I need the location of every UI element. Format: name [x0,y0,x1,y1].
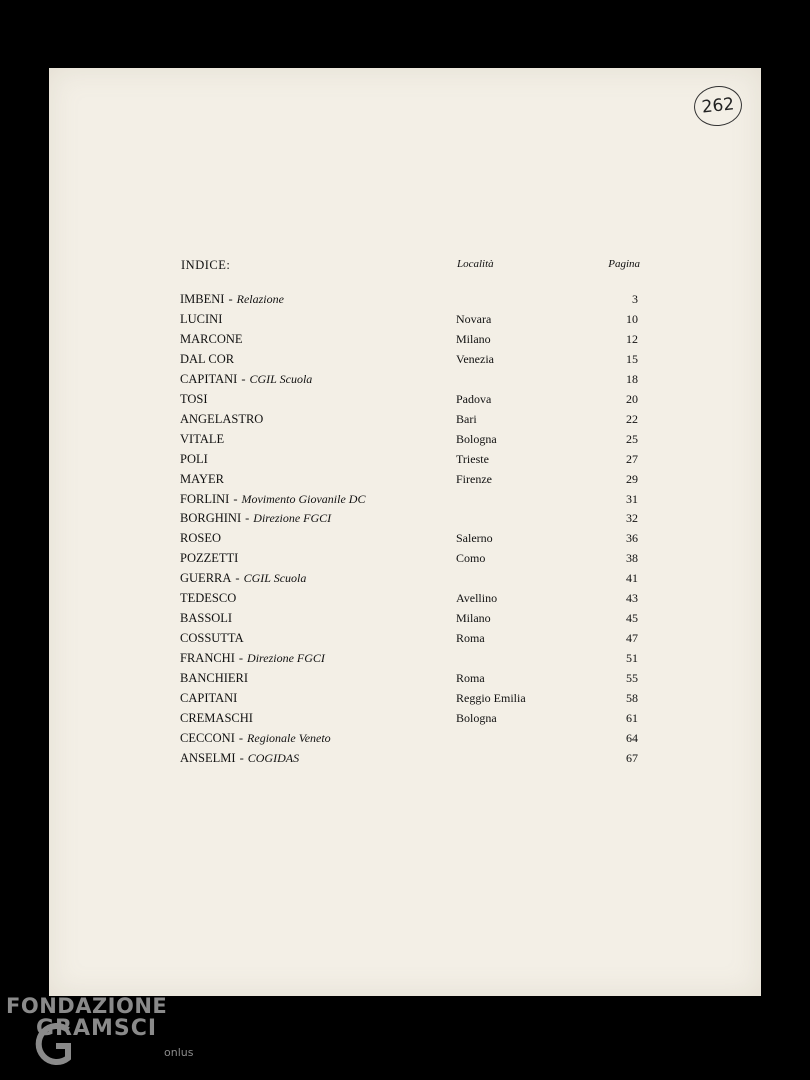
speaker-name: CECCONI [180,730,235,745]
speaker-name: BASSOLI [180,611,233,626]
speaker-affiliation: Regionale Veneto [247,730,331,745]
index-entry [0,691,810,709]
speaker-affiliation: Movimento Giovanile DC [241,491,366,506]
entry-name [180,511,331,526]
speaker-name: FORLINI [180,491,230,506]
index-entry [0,312,810,330]
index-entry [0,492,810,510]
index-entry [0,452,810,470]
entry-separator: - [241,371,246,386]
entry-name [180,631,244,646]
index-entry [0,432,810,450]
index-entry [0,412,810,430]
speaker-name: FRANCHI [180,651,235,666]
index-entry [0,731,810,749]
speaker-name: POZZETTI [180,551,239,566]
entry-page-number: 31 [626,491,638,506]
entry-page-number: 22 [626,411,638,426]
index-entry [0,511,810,529]
entry-page-number: 10 [626,311,638,326]
index-entry [0,711,810,729]
entry-page-number: 38 [626,551,638,566]
entry-page-number: 41 [626,571,638,586]
entry-name [180,651,325,666]
entry-separator: - [239,750,244,765]
speaker-name: COSSUTTA [180,631,244,646]
speaker-name: MAYER [180,471,224,486]
speaker-name: BANCHIERI [180,671,249,686]
index-entry [0,392,810,410]
logo-line-2: GRAMSCI [36,1016,158,1041]
entry-separator: - [238,651,244,666]
speaker-affiliation: Relazione [236,292,284,306]
entry-name [180,312,222,327]
index-entry [0,372,810,390]
entry-location: Roma [456,631,485,646]
speaker-name: CAPITANI [180,371,238,386]
fondazione-gramsci-logo [6,990,206,1075]
entry-page-number: 58 [626,691,638,705]
entry-name [180,332,243,347]
entry-location: Novara [456,311,492,326]
entry-page-number: 32 [626,511,638,526]
speaker-name: DAL COR [180,351,235,366]
speaker-name: ANGELASTRO [180,411,264,426]
index-entry [0,631,810,649]
entry-location: Roma [456,671,485,686]
index-entry [0,651,810,669]
index-entry [0,591,810,609]
entry-name [180,711,253,726]
index-entry [0,611,810,629]
entry-page-number: 47 [626,631,638,646]
entry-location: Reggio Emilia [456,691,526,705]
speaker-name: GUERRA [180,571,232,586]
entry-page-number: 29 [626,471,638,486]
logo-line-1: FONDAZIONE [6,994,168,1018]
speaker-name: LUCINI [180,311,223,326]
index-entry [0,751,810,769]
location-column-header: Località [457,258,494,270]
index-heading: INDICE: [181,258,231,272]
entry-name [180,531,221,546]
logo-line-3: onlus [164,1046,194,1059]
speaker-affiliation: Direzione FGCI [253,511,332,526]
index-entry [0,352,810,370]
entry-page-number: 43 [626,591,638,606]
entry-name [180,412,263,427]
entry-page-number: 36 [626,531,638,546]
entry-location: Firenze [456,471,492,486]
index-entry [0,531,810,549]
entry-location: Bologna [456,431,497,446]
entry-name [180,751,299,766]
index-entry [0,332,810,350]
entry-location: Milano [456,331,491,346]
page-column-header: Pagina [608,258,640,270]
entry-separator: - [245,511,250,526]
speaker-name: CAPITANI [180,691,238,705]
entry-location: Avellino [456,591,498,606]
entry-page-number: 20 [626,391,638,406]
speaker-name: CREMASCHI [180,710,253,725]
entry-page-number: 18 [626,371,638,386]
entry-location: Milano [456,611,491,626]
entry-name [180,432,224,447]
archive-number-stamp: 262 [692,84,744,129]
entry-page-number: 61 [626,710,638,725]
speaker-affiliation: CGIL Scuola [249,371,313,386]
entry-page-number: 3 [632,292,638,306]
entry-location: Venezia [456,351,494,366]
entry-name [180,372,312,387]
speaker-affiliation: COGIDAS [247,750,300,765]
index-entry [0,472,810,490]
index-entry [0,571,810,589]
speaker-name: TOSI [180,391,208,406]
entry-page-number: 25 [626,431,638,446]
entry-name [180,452,208,467]
speaker-affiliation: CGIL Scuola [243,571,307,586]
entry-name [180,671,248,686]
entry-name [180,571,306,586]
speaker-affiliation: Direzione FGCI [247,651,325,666]
entry-location: Trieste [456,451,489,466]
speaker-name: VITALE [180,431,225,446]
entry-name [180,292,284,307]
entry-location: Como [456,551,486,566]
index-entry [0,551,810,569]
entry-location: Bari [456,411,477,426]
entry-name [180,731,331,746]
entry-name [180,591,236,606]
entry-page-number: 15 [626,351,638,366]
entry-name [180,352,234,367]
entry-separator: - [233,491,238,506]
speaker-name: POLI [180,451,208,466]
speaker-name: TEDESCO [180,591,237,606]
entry-page-number: 27 [626,451,638,466]
entry-separator: - [235,571,240,586]
speaker-name: ROSEO [180,531,221,546]
entry-page-number: 51 [626,651,638,666]
speaker-name: MARCONE [180,331,243,346]
entry-page-number: 55 [626,671,638,686]
entry-name [180,472,224,487]
entry-name [180,392,208,407]
speaker-name: IMBENI [180,292,225,306]
entry-page-number: 45 [626,611,638,626]
index-entry [0,671,810,689]
entry-separator: - [238,730,244,745]
index-entry [0,292,810,310]
entry-location: Padova [456,391,492,406]
entry-separator: - [228,292,233,306]
speaker-name: BORGHINI [180,511,242,526]
entry-page-number: 64 [626,730,638,745]
speaker-name: ANSELMI [180,750,236,765]
entry-page-number: 67 [626,750,638,765]
entry-location: Salerno [456,531,493,546]
entry-page-number: 12 [626,331,638,346]
entry-name [180,492,365,507]
entry-name [180,611,232,626]
entry-name [180,691,237,706]
entry-name [180,551,238,566]
entry-location: Bologna [456,710,497,725]
